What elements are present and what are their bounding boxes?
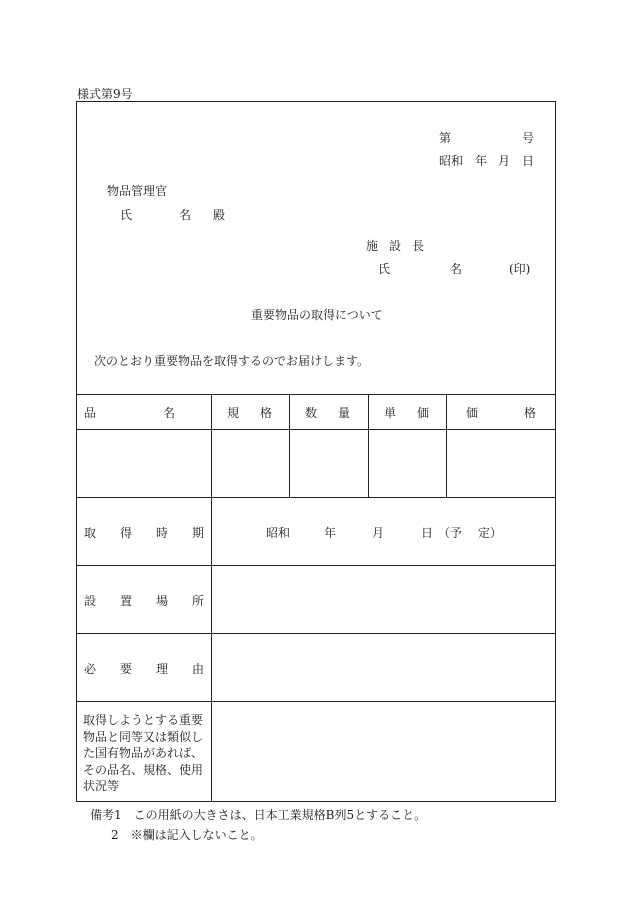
note-2: 2 ※欄は記入しないこと。 xyxy=(111,828,263,842)
column-header-char: 数 xyxy=(305,406,318,420)
document-number-prefix: 第 xyxy=(439,131,452,145)
label-column-divider xyxy=(211,394,212,802)
row-label-char: 取 xyxy=(84,526,97,540)
row-divider xyxy=(76,701,556,702)
row-divider xyxy=(76,565,556,566)
column-header-spec xyxy=(227,404,272,421)
row-label-char: 理 xyxy=(155,662,168,676)
planned-char: 定） xyxy=(477,526,502,540)
row-label-similar-items: 取得しようとする重要物品と同等又は類似した国有物品があれば、その品名、規格、使用状況等 xyxy=(83,713,204,793)
column-header-char: 単 xyxy=(384,406,397,420)
row-label-char: 要 xyxy=(119,662,132,676)
planned-char: （予 xyxy=(438,526,463,540)
column-divider xyxy=(289,394,290,497)
subject-line: 重要物品の取得について xyxy=(251,308,383,322)
acquisition-date-day: 日 xyxy=(421,526,434,540)
note-1: 備考1 この用紙の大きさは、日本工業規格B列5とすること。 xyxy=(90,808,427,822)
column-header-char: 格 xyxy=(259,406,272,420)
row-label-char: 置 xyxy=(119,594,132,608)
row-label-char: 場 xyxy=(155,594,168,608)
body-text: 次のとおり重要物品を取得するのでお届けします。 xyxy=(94,354,370,368)
date-year: 年 xyxy=(475,154,488,168)
column-header-char: 品 xyxy=(84,406,97,420)
row-label-char: 時 xyxy=(155,526,168,540)
sender-title-char: 長 xyxy=(411,239,424,253)
column-header-quantity xyxy=(305,404,350,421)
row-divider xyxy=(76,633,556,634)
acquisition-date-month: 月 xyxy=(372,526,385,540)
sender-title xyxy=(366,237,424,254)
column-header-item-name xyxy=(84,404,175,421)
sender-title-char: 施 xyxy=(366,239,379,253)
row-label-char: 得 xyxy=(119,526,132,540)
row-label-acquisition-date xyxy=(84,524,204,541)
form-frame xyxy=(76,101,556,802)
column-header-char: 量 xyxy=(337,406,350,420)
column-header-char: 規 xyxy=(227,406,240,420)
sender-name-label-first: 氏 xyxy=(378,262,391,276)
sender-title-char: 設 xyxy=(388,239,401,253)
date-era: 昭和 xyxy=(439,154,464,168)
column-header-price xyxy=(466,404,536,421)
addressee-name-label-first: 氏 xyxy=(120,208,133,222)
column-header-char: 価 xyxy=(466,406,479,420)
acquisition-date-year: 年 xyxy=(324,526,337,540)
row-label-char: 所 xyxy=(191,594,204,608)
acquisition-date-era: 昭和 xyxy=(266,526,291,540)
row-label-char: 由 xyxy=(191,662,204,676)
addressee-honorific: 殿 xyxy=(213,208,226,222)
column-header-char: 名 xyxy=(162,406,175,420)
column-header-char: 格 xyxy=(523,406,536,420)
row-label-reason xyxy=(84,660,204,677)
column-divider xyxy=(368,394,369,497)
sender-name-label-last: 名 xyxy=(450,262,463,276)
table-top-border xyxy=(76,394,556,395)
addressee-name-label-last: 名 xyxy=(179,208,192,222)
acquisition-date-planned xyxy=(438,524,502,541)
seal-mark: (印) xyxy=(509,262,531,276)
row-label-installation-location xyxy=(84,592,204,609)
header-row-divider xyxy=(76,429,556,430)
date-month: 月 xyxy=(498,154,511,168)
item-row-divider xyxy=(76,497,556,498)
row-label-char: 期 xyxy=(191,526,204,540)
date-day: 日 xyxy=(522,154,535,168)
column-header-unit-price xyxy=(384,404,429,421)
form-number: 様式第9号 xyxy=(77,87,133,101)
addressee-title: 物品管理官 xyxy=(107,184,168,198)
column-divider xyxy=(446,394,447,497)
row-label-char: 設 xyxy=(84,594,97,608)
column-header-char: 価 xyxy=(416,406,429,420)
row-label-char: 必 xyxy=(84,662,97,676)
document-number-suffix: 号 xyxy=(522,131,535,145)
